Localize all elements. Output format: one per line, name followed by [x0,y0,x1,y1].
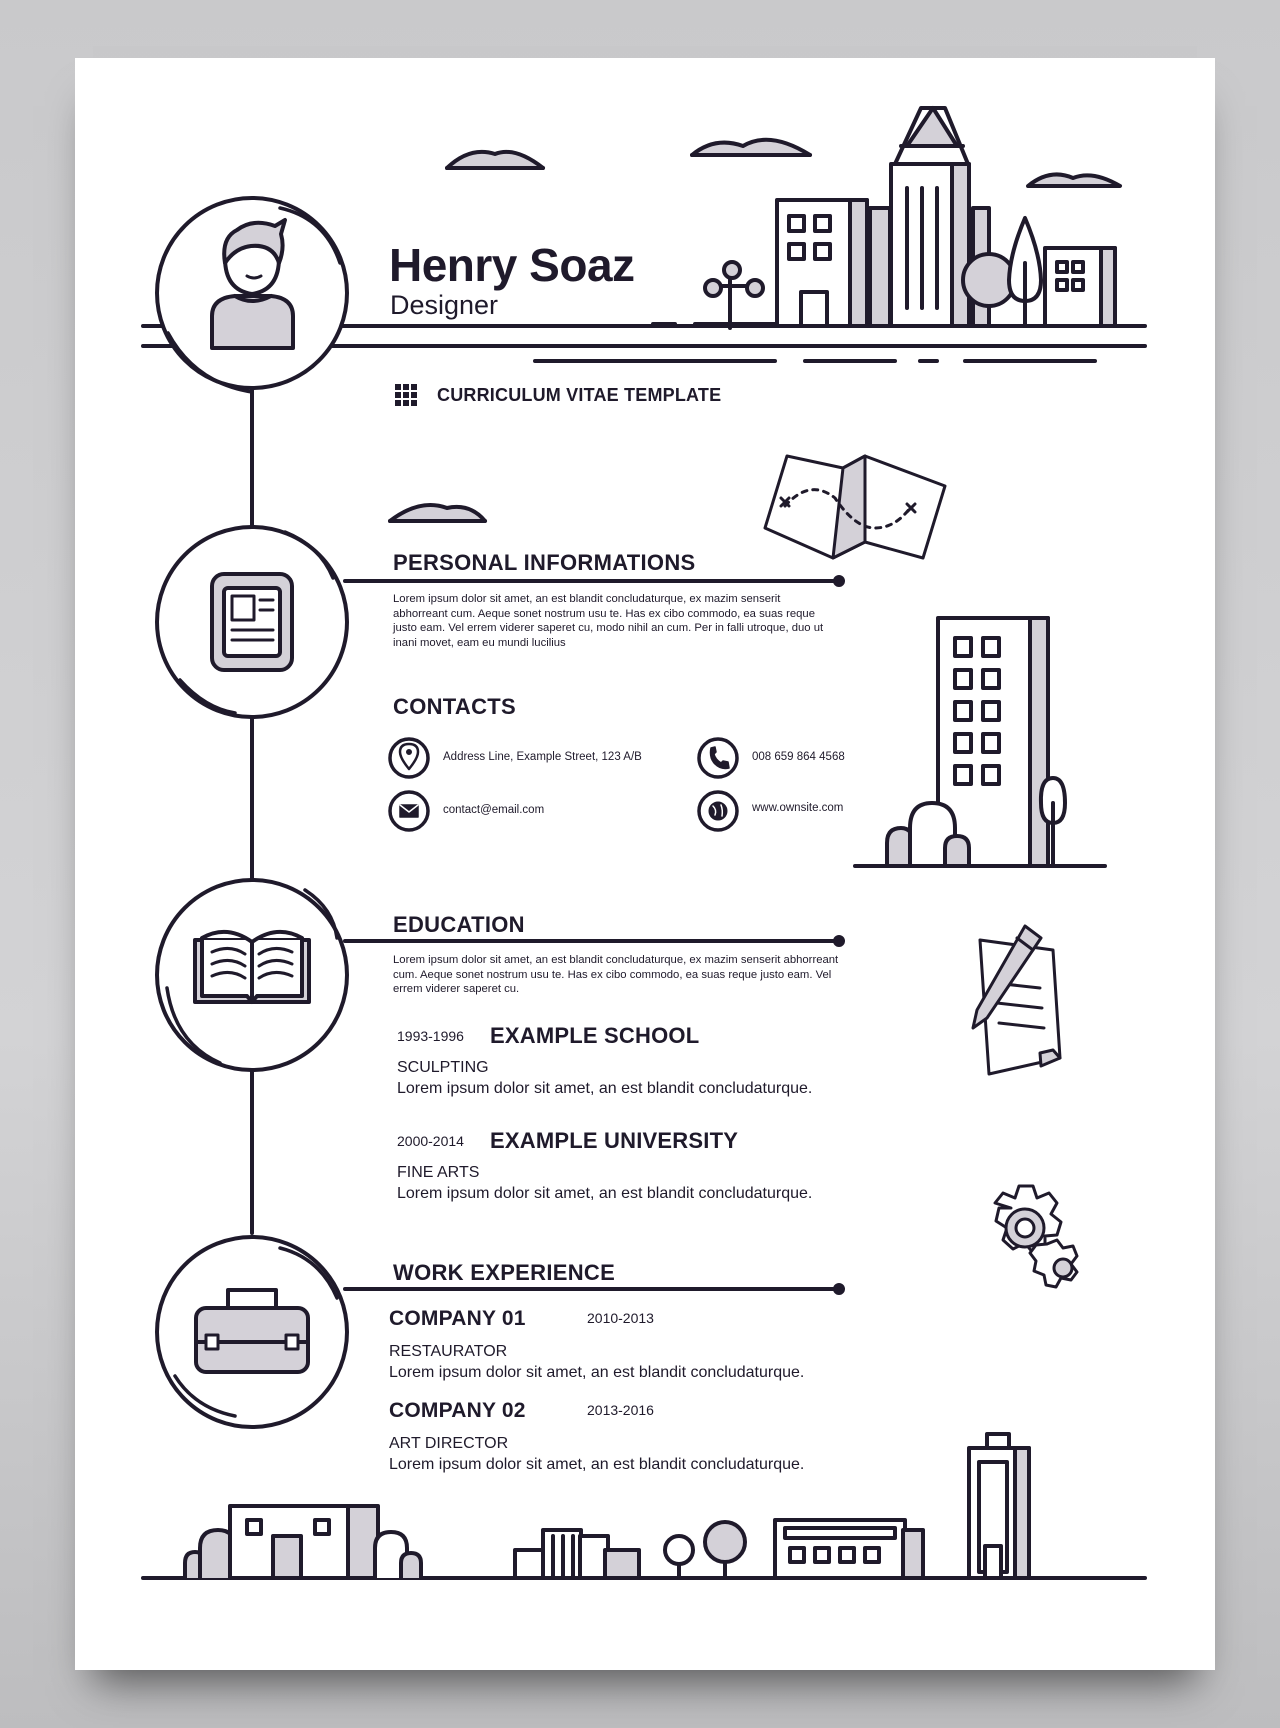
section-title-education: EDUCATION [393,912,525,937]
location-icon [390,739,428,777]
globe-icon [699,792,737,830]
education-school: EXAMPLE UNIVERSITY [490,1128,739,1153]
template-label: CURRICULUM VITAE TEMPLATE [437,385,722,405]
work-years: 2010-2013 [587,1310,654,1326]
education-desc: Lorem ipsum dolor sit amet, an est blandit concludaturque. [397,1080,813,1097]
mail-icon [390,792,428,830]
contact-email[interactable]: contact@email.com [443,804,545,816]
work-years: 2013-2016 [587,1402,654,1418]
cloud-icon [390,505,485,521]
pencil-paper-icon [973,926,1060,1074]
map-icon [765,456,945,558]
person-name: Henry Soaz [389,239,635,291]
education-paragraph: Lorem ipsum dolor sit amet, an est blandit concludaturque, ex mazim senserit abhorreant cum. Aeque sonet nostrum usu te. Has ex cibo commodo, ea suas reque justo eam. Vel errem viderer saperet cu. [393,954,839,995]
education-years: 1993-1996 [397,1028,464,1044]
cloud-icon [447,152,543,168]
contact-address: Address Line, Example Street, 123 A/B [443,751,642,763]
work-desc: Lorem ipsum dolor sit amet, an est blandit concludaturque. [389,1456,805,1473]
education-school: EXAMPLE SCHOOL [490,1023,700,1048]
phone-icon [699,739,737,777]
work-desc: Lorem ipsum dolor sit amet, an est blandit concludaturque. [389,1364,805,1381]
contact-website[interactable]: www.ownsite.com [752,802,844,814]
work-company: COMPANY 02 [389,1399,526,1422]
education-desc: Lorem ipsum dolor sit amet, an est blandit concludaturque. [397,1185,813,1202]
illustration-layer [75,58,1215,1670]
cloud-icon [1028,174,1120,186]
cloud-icon [692,140,810,155]
education-field: SCULPTING [397,1059,489,1076]
person-role: Designer [390,290,499,320]
section-title-work: WORK EXPERIENCE [393,1260,616,1285]
education-field: FINE ARTS [397,1164,480,1181]
book-icon [195,932,309,1002]
id-card-icon [212,574,292,670]
work-role: ART DIRECTOR [389,1435,509,1452]
education-years: 2000-2014 [397,1133,464,1149]
contact-phone: 008 659 864 4568 [752,751,845,763]
grid-icon [395,384,417,406]
section-title-contacts: CONTACTS [393,694,516,719]
gears-icon [995,1186,1077,1287]
work-role: RESTAURATOR [389,1343,508,1360]
office-tower-icon [855,618,1105,866]
resume-sheet [75,58,1215,1670]
section-title-personal: PERSONAL INFORMATIONS [393,550,696,575]
work-company: COMPANY 01 [389,1307,526,1330]
personal-paragraph: Lorem ipsum dolor sit amet, an est blandit concludaturque, ex mazim senserit abhorreant cum. Aeque sonet nostrum usu te. Has ex cibo commodo, ea suas reque justo eam. Vel errem viderer saperet cu, modo nihil an cum. Per in falli utroque, duo ut inani movet, eam eu mundi lucilius [393,593,824,649]
